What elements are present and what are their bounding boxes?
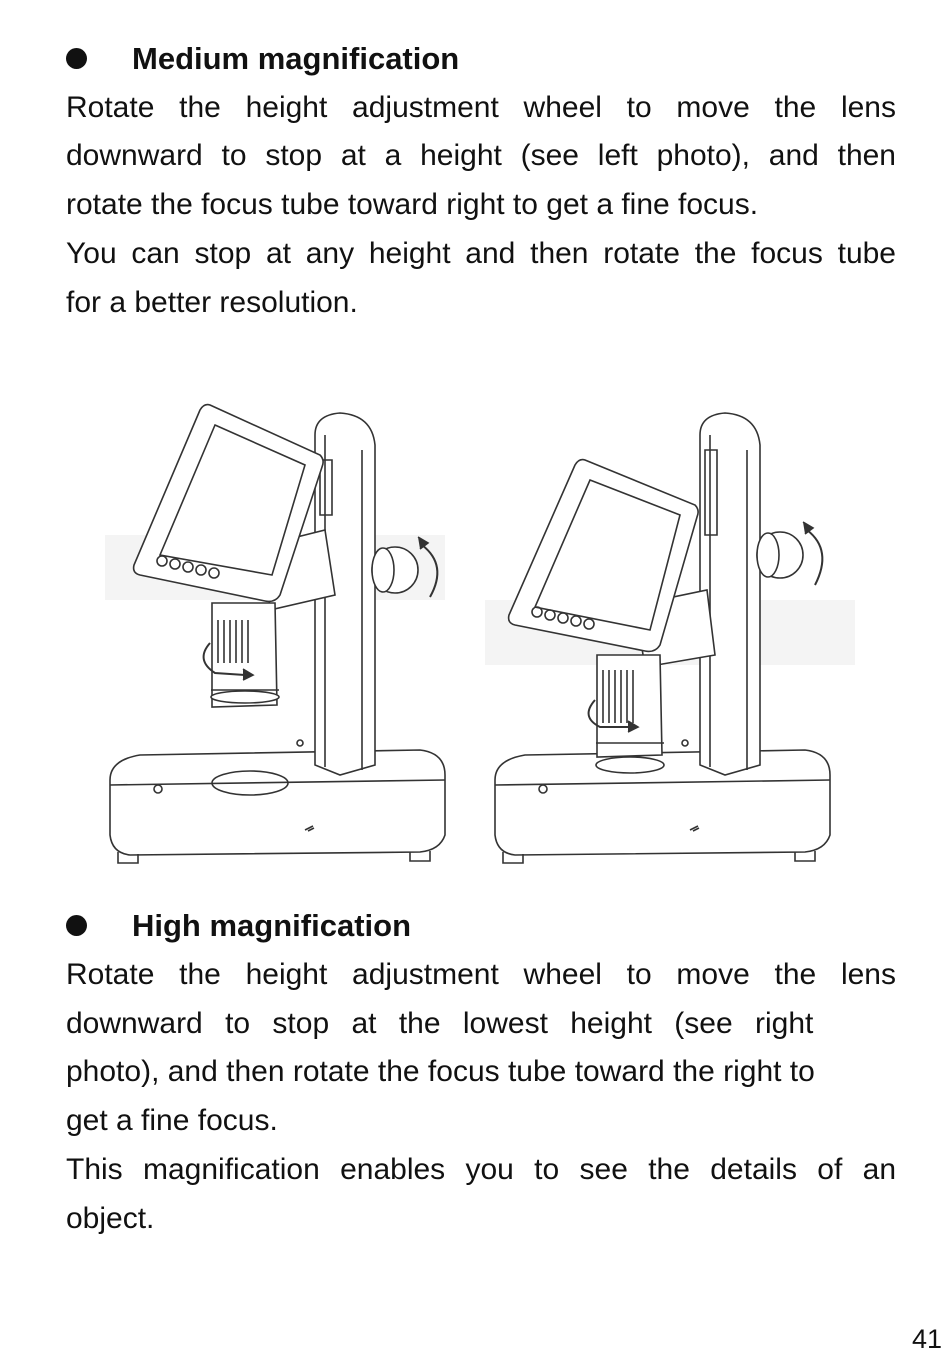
- heading-text: High magnification: [132, 908, 411, 943]
- paragraph-line: You can stop at any height and then rotate the focus tube: [66, 237, 896, 270]
- section-heading-medium: [66, 41, 459, 77]
- paragraph-line: Rotate the height adjustment wheel to move the lens: [66, 91, 896, 124]
- paragraph-line: for a better resolution.: [66, 286, 358, 319]
- paragraph-line: rotate the focus tube toward right to get a fine focus.: [66, 188, 759, 221]
- bullet-icon: [66, 48, 87, 69]
- paragraph-line: downward to stop at the lowest height (see right: [66, 1007, 814, 1040]
- paragraph-line: This magnification enables you to see the details of an: [66, 1153, 896, 1186]
- microscope-medium-illustration: [105, 405, 445, 863]
- paragraph-line: photo), and then rotate the focus tube toward the right to: [66, 1055, 815, 1088]
- page-number: 41: [911, 1324, 942, 1354]
- paragraph-line: object.: [66, 1202, 155, 1235]
- bullet-icon: [66, 915, 87, 936]
- section-heading-high: [66, 908, 411, 944]
- heading-text: Medium magnification: [132, 41, 460, 76]
- paragraph-line: get a fine focus.: [66, 1104, 278, 1137]
- paragraph-line: Rotate the height adjustment wheel to move the lens: [66, 958, 896, 991]
- microscope-high-illustration: [485, 413, 855, 863]
- microscope-illustrations: [100, 405, 860, 875]
- paragraph-line: downward to stop at a height (see left photo), and then: [66, 139, 896, 172]
